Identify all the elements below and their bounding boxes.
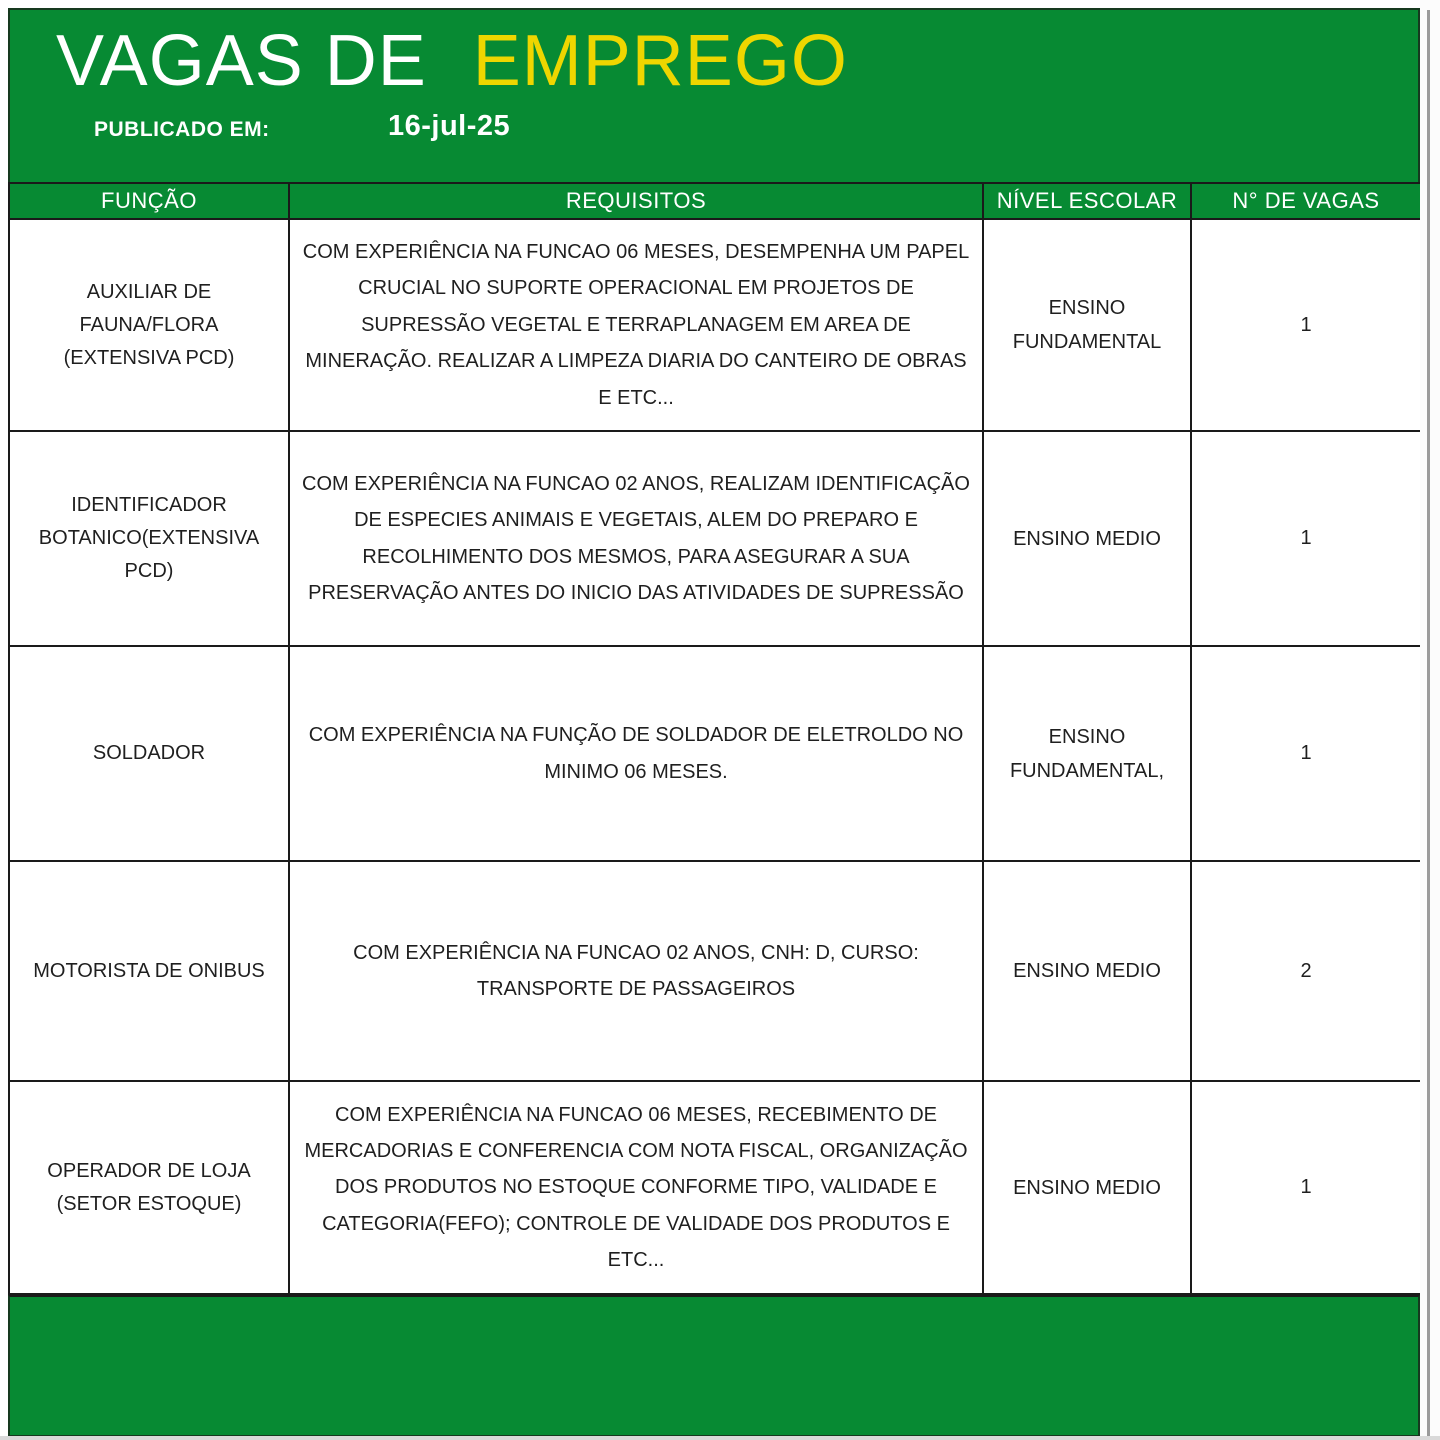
funcao-cell: IDENTIFICADOR BOTANICO(EXTENSIVA PCD) [9,431,289,646]
nivel-escolar-cell: ENSINO MEDIO [983,861,1191,1081]
requisitos-cell: COM EXPERIÊNCIA NA FUNCAO 06 MESES, DESEMPENHA UM PAPEL CRUCIAL NO SUPORTE OPERACIONAL EM PROJETOS DE SUPRESSÃO VEGETAL E TERRAPLANAGEM EM AREA DE MINERAÇÃO. REALIZAR A LIMPEZA DIARIA DO CANTEIRO DE OBRAS E ETC... [289,219,983,431]
funcao-cell: SOLDADOR [9,646,289,861]
column-header-funcao: FUNÇÃO [9,183,289,219]
window-edge-line [1427,10,1430,1440]
page-title [56,20,848,102]
nivel-escolar-cell: ENSINO MEDIO [983,431,1191,646]
vagas-cell: 1 [1191,646,1421,861]
published-label: PUBLICADO EM: [94,118,270,141]
table-row [9,1081,1421,1294]
sheet [8,8,1420,1437]
funcao-cell: MOTORISTA DE ONIBUS [9,861,289,1081]
vagas-cell: 1 [1191,431,1421,646]
window-edge-strip [1420,0,1440,1440]
hero-header [8,8,1420,182]
column-header-n-de-vagas: N° DE VAGAS [1191,183,1421,219]
jobs-table [8,182,1422,1295]
nivel-escolar-cell: ENSINO FUNDAMENTAL, [983,646,1191,861]
published-date: 16-jul-25 [388,110,511,142]
column-header-nivel-escolar: NÍVEL ESCOLAR [983,183,1191,219]
table-row [9,219,1421,431]
footer-bar [8,1295,1420,1437]
vagas-cell: 2 [1191,861,1421,1081]
funcao-cell: AUXILIAR DE FAUNA/FLORA (EXTENSIVA PCD) [9,219,289,431]
page-title-white: VAGAS DE [56,21,427,101]
requisitos-cell: COM EXPERIÊNCIA NA FUNCAO 02 ANOS, CNH: D, CURSO: TRANSPORTE DE PASSAGEIROS [289,861,983,1081]
window-bottom-strip [0,1436,1440,1440]
table-row [9,431,1421,646]
nivel-escolar-cell: ENSINO FUNDAMENTAL [983,219,1191,431]
requisitos-cell: COM EXPERIÊNCIA NA FUNCAO 06 MESES, RECEBIMENTO DE MERCADORIAS E CONFERENCIA COM NOTA FISCAL, ORGANIZAÇÃO DOS PRODUTOS NO ESTOQUE CONFORME TIPO, VALIDADE E CATEGORIA(FEFO); CONTROLE DE VALIDADE DOS PRODUTOS E ETC... [289,1081,983,1294]
page-title-yellow: EMPREGO [472,21,848,101]
funcao-cell: OPERADOR DE LOJA (SETOR ESTOQUE) [9,1081,289,1294]
vagas-cell: 1 [1191,1081,1421,1294]
requisitos-cell: COM EXPERIÊNCIA NA FUNÇÃO DE SOLDADOR DE ELETROLDO NO MINIMO 06 MESES. [289,646,983,861]
table-header-row [9,183,1421,219]
nivel-escolar-cell: ENSINO MEDIO [983,1081,1191,1294]
vagas-cell: 1 [1191,219,1421,431]
table-row [9,646,1421,861]
requisitos-cell: COM EXPERIÊNCIA NA FUNCAO 02 ANOS, REALIZAM IDENTIFICAÇÃO DE ESPECIES ANIMAIS E VEGETAIS, ALEM DO PREPARO E RECOLHIMENTO DOS MESMOS, PARA ASEGURAR A SUA PRESERVAÇÃO ANTES DO INICIO DAS ATIVIDADES DE SUPRESSÃO [289,431,983,646]
table-row [9,861,1421,1081]
column-header-requisitos: REQUISITOS [289,183,983,219]
